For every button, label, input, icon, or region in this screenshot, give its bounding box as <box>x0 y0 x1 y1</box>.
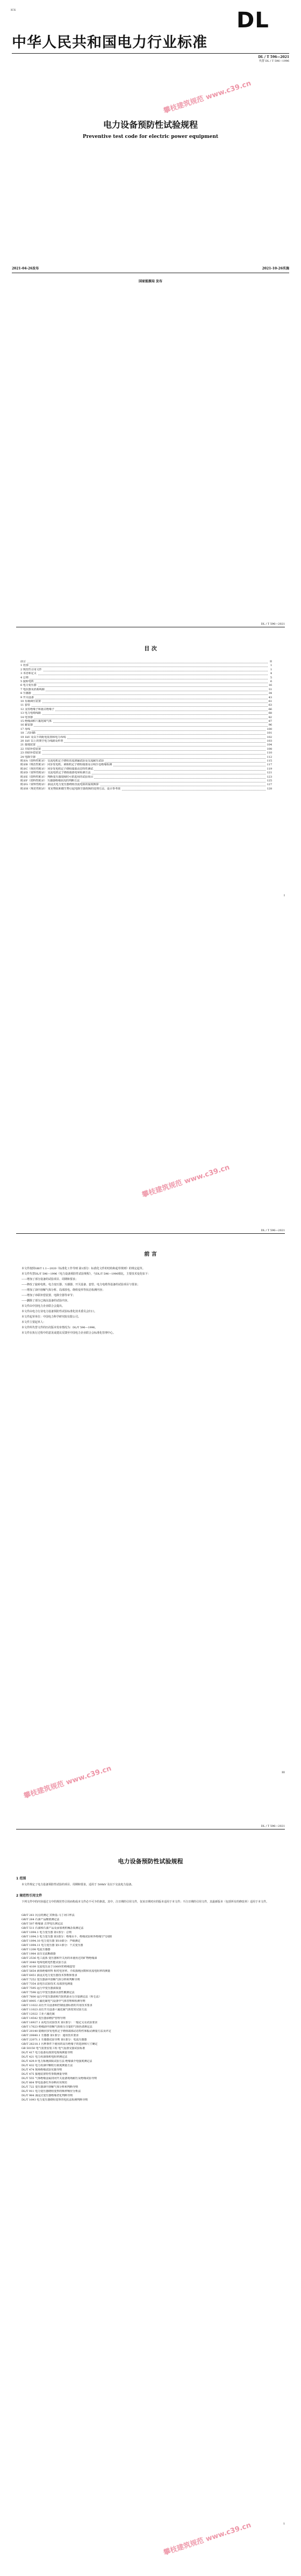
toc-leader <box>20 748 268 751</box>
toc-entry-label: 24 电除尘器 <box>20 755 35 759</box>
standard-code: DL / T 596—2021 <box>258 55 289 59</box>
running-header: DL / T 596—2021 <box>261 1825 285 1828</box>
toc-entry[interactable] <box>20 779 272 783</box>
toc-entry-label: 3 术语和定义 <box>20 672 37 676</box>
toc-entry-page: 1 <box>270 668 272 671</box>
toc-entry-label: 8 互感器 <box>20 692 31 696</box>
toc-entry-label: 12 支柱绝缘子和悬式绝缘子 <box>20 707 54 711</box>
toc-entry-page: 101 <box>267 731 272 735</box>
preface-paragraph: 本文件主要起草人： <box>22 1321 46 1324</box>
replaces-note: 代替 DL / T 596—1996 <box>259 60 289 63</box>
toc-entry-label: 17 母线 <box>20 727 30 731</box>
toc-entry-label: 21 接地装置 <box>20 743 35 747</box>
document-title-en: Preventive test code for electric power equipment <box>82 134 219 140</box>
toc-entry-page: 82 <box>268 715 272 719</box>
toc-entry[interactable] <box>20 723 272 727</box>
toc-entry-label: 6 电力变压器 <box>20 684 37 687</box>
toc-entry-label: 附录H（规范性附录） 常见物质和微生物引起电除尘器故障的处理方法、设计参考值 <box>20 787 120 791</box>
normative-reference-item: DL/T 722 变压器油中溶解气体分析和判断导则 <box>22 2085 78 2089</box>
toc-entry-page: 68 <box>268 712 272 715</box>
toc-entry[interactable] <box>20 676 272 680</box>
normative-reference-item: GB/T 26218.1 污秽条件下使用的高压绝缘子的选择和尺寸确定 <box>22 2043 98 2046</box>
toc-entry-page: 5 <box>270 676 272 679</box>
normative-reference-item: GB/T 1094.11 电力变压器 第11部分：干式变压器 <box>22 1944 83 1947</box>
preface-paragraph: ——增加了串联补偿装置、电除尘器等章节； <box>22 1294 76 1297</box>
normative-reference-item: DL/T 474 现场绝缘试验实施导则 <box>22 2068 62 2072</box>
cover-page <box>0 0 301 623</box>
toc-entry-label: 附录A（资料性附录） 交流电机定子绕组直流泄漏试验及交流耐压试验 <box>20 759 104 763</box>
toc-page <box>0 623 301 923</box>
toc-entry[interactable] <box>20 692 272 696</box>
toc-title: 目 次 <box>144 646 157 652</box>
toc-leader <box>20 723 268 727</box>
toc-entry-label: 附录B（规范性附录） 同步发电机、调相机定子绕组端部及引线手包绝缘检测 <box>20 763 112 767</box>
page-number: 1 <box>283 2522 285 2526</box>
normative-reference-item: GB/T 7354 高电压试验技术 局部放电测量 <box>22 1982 73 1986</box>
toc-leader <box>20 704 268 707</box>
toc-entry-page: 117 <box>267 763 272 767</box>
toc-entry-page: 43 <box>268 696 272 699</box>
toc-entry-page: 16 <box>268 684 272 687</box>
toc-entry-page: 96 <box>268 723 272 727</box>
document-title-cn: 电力设备预防性试验规程 <box>103 120 198 130</box>
toc-entry-page: 66 <box>268 707 272 711</box>
watermark: 攀枝建筑规范 www.c39.cn <box>162 79 253 115</box>
watermark: 攀枝建筑规范 www.c39.cn <box>162 2521 253 2557</box>
normative-reference-item: GB/T 22071.1 互感器试验导则 第1部分：电流互感器 <box>22 2038 87 2041</box>
normative-reference-item: GB/T 511 石油和石油产品及添加剂机械杂质测定法 <box>22 1927 84 1930</box>
preface-title: 前 言 <box>144 1252 157 1257</box>
section-1-heading: 1 范围 <box>16 1877 26 1880</box>
toc-entry-page: 34 <box>268 692 272 696</box>
running-header: DL / T 596—2021 <box>261 1229 285 1232</box>
toc-entry[interactable] <box>20 783 272 787</box>
toc-entry[interactable] <box>20 688 272 692</box>
toc-leader <box>20 716 268 719</box>
toc-entry-page: 121 <box>267 771 272 775</box>
toc-leader <box>20 660 268 663</box>
normative-reference-item: DL/T 1093 电力变压器绕组变形的电抗法检测判断导则 <box>22 2098 88 2102</box>
toc-leader <box>20 731 268 735</box>
toc-leader <box>20 684 268 687</box>
normative-reference-item: DL/T 429.9 电力系统油质试验方法 绝缘油介电强度测定法 <box>22 2060 92 2063</box>
preface-paragraph: 本文件代替DL/T 596—1996《电力设备预防性试验规程》，与DL/T 596—1996相比，主要技术变化如下： <box>22 1272 150 1276</box>
normative-reference-item: GB/T 7252 变压器油中溶解气体分析和判断导则 <box>22 1978 80 1981</box>
preface-paragraph: ——增加了油中溶解气体分析、局部放电、绕组变形等状态检测内容； <box>22 1289 105 1292</box>
normative-reference-item: GB/T 11022 高压开关设备和控制设备标准的共用技术要求 <box>22 2004 92 2007</box>
toc-leader <box>20 680 268 683</box>
toc-entry[interactable] <box>20 771 272 775</box>
normative-reference-item: DL/T 664 带电设备红外诊断应用规范 <box>22 2081 68 2084</box>
toc-leader <box>20 688 268 691</box>
toc-leader <box>20 756 268 759</box>
blank-page <box>0 923 301 1224</box>
toc-entry[interactable] <box>20 748 272 751</box>
implement-date: 2021-10-26实施 <box>262 267 289 270</box>
preface-paragraph: 本文件由电力行业电力设备预防性试验标准化技术委员会归口。 <box>22 1310 97 1313</box>
toc-entry-page: 127 <box>267 783 272 787</box>
preface-paragraph: ——修改了旋转电机、电力变压器、互感器、开关设备、套管、电力电缆等设备的试验项目与要求； <box>22 1283 140 1286</box>
toc-entry[interactable] <box>20 775 272 779</box>
normative-reference-item: GB/T 1208 电流互感器 <box>22 1948 51 1951</box>
normative-reference-item: GB/T 8905 六氟化硫电气设备中气体管理和检测导则 <box>22 2000 85 2003</box>
toc-entry-label: 22 并联补偿装置 <box>20 747 41 751</box>
normative-reference-item: DL/T 475 接地装置特性参数测量导则 <box>22 2073 68 2076</box>
toc-entry[interactable] <box>20 736 272 740</box>
toc-entry-page: 112 <box>267 755 272 759</box>
toc-entry-label: 1 范围 <box>20 664 28 668</box>
toc-entry[interactable] <box>20 756 272 759</box>
normative-reference-item: GB/T 7595 运行中变压器油质量 <box>22 1987 61 1990</box>
toc-entry[interactable] <box>20 700 272 704</box>
toc-entry-page: 103 <box>267 740 272 743</box>
normative-reference-item: GB/T 7598 运行中变压器油水溶性酸测定法 <box>22 1991 75 1994</box>
normative-reference-item: DL/T 421 电力用油体积电阻率测定法 <box>22 2055 68 2059</box>
toc-entry-label: 5 旋转电机 <box>20 680 34 683</box>
toc-entry-label: 附录D（资料性附录） 交流电机定子绕组端部电晕检测方法 <box>20 771 91 775</box>
running-header: DL / T 596—2021 <box>261 623 285 626</box>
toc-entry-page: 108 <box>267 747 272 751</box>
normative-reference-item: GB/T 1094.3 电力变压器 第3部分：绝缘水平、绝缘试验和外绝缘空气间隙 <box>22 1935 112 1938</box>
toc-entry[interactable] <box>20 696 272 700</box>
toc-entry-page: 119 <box>267 767 272 771</box>
toc-leader <box>20 696 268 699</box>
section-2-text: 下列文件中的内容通过文中的规范性引用而构成本文件必不可少的条款。其中，注日期的引用文件，仅该日期对应的版本适用于本文件；不注日期的引用文件，其最新版本（包括所有的修改单）适用于本文件。 <box>22 1900 269 1904</box>
preface-page <box>0 1224 301 1825</box>
toc-entry-page: 63 <box>268 704 272 707</box>
toc-entry[interactable] <box>20 728 272 731</box>
toc-entry[interactable] <box>20 740 272 743</box>
toc-entry-page: 31 <box>268 687 272 691</box>
toc-entry-label: 7 电抗器及消弧线圈 <box>20 687 45 691</box>
toc-entry-page: 6 <box>270 680 272 683</box>
toc-entry-page: 102 <box>267 735 272 739</box>
normative-reference-item: GB 50150 电气装置安装工程 电气设备交接试验标准 <box>22 2047 85 2050</box>
toc-entry[interactable] <box>20 684 272 687</box>
toc-entry-page: 123 <box>267 775 272 779</box>
toc-entry-page: 125 <box>267 779 272 782</box>
toc-entry[interactable] <box>20 680 272 684</box>
toc-entry-page: 1 <box>270 664 272 668</box>
normative-reference-item: DL/T 417 电力设备局部放电现场测量导则 <box>22 2051 73 2054</box>
watermark: 攀枝建筑规范 www.c39.cn <box>23 1764 113 1801</box>
toc-leader <box>20 728 268 731</box>
preface-paragraph: 本文件所代替文件的历次版本发布情况为：DL/T 596—1996。 <box>22 1326 98 1329</box>
standard-logo-letters: DL <box>236 8 269 33</box>
toc-entry[interactable] <box>20 759 272 763</box>
preface-paragraph: ——删除了部分已淘汰设备的试验内容。 <box>22 1299 70 1302</box>
toc-entry-page: 128 <box>267 787 272 791</box>
toc-entry-label: 10 有载调压装置 <box>20 700 41 703</box>
normative-reference-item: GB/T 11023 高压开关设备六氟化硫气体密封试验方法 <box>22 2008 87 2011</box>
normative-reference-item: DL/T 984 油浸式变压器绝缘老化判断导则 <box>22 2094 73 2097</box>
toc-entry-label: 19 1kV 及以下的配电装置和电力布线 <box>20 735 66 739</box>
normative-reference-item: GB/T 14542 变压器油维护管理导则 <box>22 2017 66 2020</box>
toc-entry[interactable] <box>20 731 272 735</box>
page-number: III <box>282 1771 285 1774</box>
normative-reference-item: GB/T 17623 绝缘油中溶解气体组分含量的气相色谱测定法 <box>22 2025 92 2029</box>
toc-entry[interactable] <box>20 751 272 755</box>
toc-entry-label: 23 串联补偿装置 <box>20 751 41 755</box>
normative-reference-item: GB/T 12022 工业六氟化硫 <box>22 2012 55 2016</box>
page-number: I <box>284 894 285 897</box>
toc-entry-page: 100 <box>267 727 272 731</box>
preface-paragraph: ——增加了部分设备的试验项目、周期和要求； <box>22 1278 78 1281</box>
toc-entry-label: 附录C（规范性附录） 同步发电机定子绕组端部动态特性测试 <box>20 767 94 771</box>
normative-reference-item: GB/T 20840.1 互感器 第1部分：通用技术要求 <box>22 2034 79 2037</box>
toc-entry-page: 87 <box>268 720 272 723</box>
toc-leader <box>20 708 268 711</box>
toc-entry-page: II <box>270 660 272 663</box>
watermark: 攀枝建筑规范 www.c39.cn <box>141 1163 231 1199</box>
normative-reference-item: GB/T 1094.10 电力变压器 第10部分：声级测定 <box>22 1940 81 1943</box>
preface-paragraph: 本文件由中国电力企业联合会提出。 <box>22 1305 65 1308</box>
toc-leader <box>20 700 268 703</box>
toc-entry[interactable] <box>20 664 272 668</box>
toc-entry[interactable] <box>20 743 272 747</box>
normative-reference-item: GB/T 5654 液体绝缘材料 相对电容率、介质损耗因数和直流电阻率的测量 <box>22 1970 111 1973</box>
normative-reference-item: GB/T 261 闪点的测定 宾斯基-马丁闭口杯法 <box>22 1914 75 1917</box>
toc-entry-label: 16 避雷器 <box>20 723 33 727</box>
toc-entry-label: 附录G（资料性附录） 油浸式电力变压器绕组直流电阻的温度换算 <box>20 783 99 787</box>
toc-leader <box>20 672 268 675</box>
preface-paragraph: 本文件按照GB/T 1.1—2020《标准化工作导则 第1部分：标准化文件的结构和起草规则》的规定起草。 <box>22 1267 145 1270</box>
toc-entry-label: 9 开关设备 <box>20 696 34 699</box>
toc-entry-label: 4 总则 <box>20 676 28 679</box>
normative-reference-item: GB/T 4109 交流电压高于1000V的绝缘套管 <box>22 1965 75 1968</box>
toc-entry-label: 前言 <box>20 660 26 663</box>
normative-reference-item: GB/T 16927.1 高电压试验技术 第1部分：一般定义及试验要求 <box>22 2021 98 2024</box>
main-title: 电力设备预防性试验规程 <box>118 1858 183 1865</box>
toc-entry[interactable] <box>20 704 272 707</box>
toc-entry-label: 14 电容器 <box>20 715 33 719</box>
preface-paragraph: 本文件在执行过程中的意见或建议反馈至中国电力企业联合会标准化管理中心。 <box>22 1331 116 1335</box>
ics-code: ICS <box>11 9 16 12</box>
toc-leader <box>20 676 268 679</box>
toc-entry[interactable] <box>20 767 272 771</box>
toc-entry[interactable] <box>20 787 272 791</box>
header-rule <box>12 53 289 54</box>
normative-reference-item: GB/T 1984 高压交流断路器 <box>22 1952 56 1956</box>
normative-reference-item: GB/T 507 绝缘油 击穿电压测定法 <box>22 1922 63 1926</box>
toc-entry-page: 61 <box>268 700 272 703</box>
toc-leader <box>20 743 268 747</box>
toc-entry-label: 13 电力电缆线路 <box>20 712 41 715</box>
section-2-heading: 2 规范性引用文件 <box>16 1894 42 1898</box>
normative-reference-item: GB/T 7600 运行中变压器油和汽轮机油水分含量测定法（库仑法） <box>22 1995 102 1999</box>
toc-entry-page: 104 <box>267 743 272 747</box>
toc-leader <box>20 668 268 671</box>
normative-reference-item: GB/T 1094.1 电力变压器 第1部分：总则 <box>22 1931 72 1934</box>
toc-entry-page: 4 <box>270 672 272 676</box>
toc-entry[interactable] <box>20 763 272 767</box>
toc-leader <box>20 664 268 667</box>
normative-reference-item: DL/T 432 电力用油中颗粒污染度测量方法 <box>22 2064 73 2067</box>
toc-entry[interactable] <box>20 672 272 676</box>
toc-entry[interactable] <box>20 668 272 672</box>
preface-paragraph: 本文件起草单位：中国电力科学研究院有限公司。 <box>22 1315 81 1319</box>
toc-entry-label: 20 1kV 以上的架空电力线路及杆塔 <box>20 740 63 743</box>
toc-entry-label: 15 绝缘油和六氟化硫气体 <box>20 720 52 723</box>
toc-entry-label: 2 规范性引用文件 <box>20 668 42 671</box>
normative-reference-item: GB/T 2536 电工流体 变压器和开关用的未使用过的矿物绝缘油 <box>22 1957 97 1960</box>
toc-entry[interactable] <box>20 660 272 664</box>
section-1-text: 本文件规定了电力设备预防性试验的项目、周期和要求，适用于 500kV 及以下交流电力设备。 <box>22 1883 134 1886</box>
normative-reference-item: GB/T 3048 电线电缆电性能试验方法 <box>22 1961 67 1964</box>
toc-entry-label: 18 二次回路 <box>20 731 35 735</box>
issuer: 国家能源局 发布 <box>138 280 163 283</box>
normative-reference-item: DL/T 911 电力变压器绕组变形的频率响应分析法 <box>22 2090 81 2093</box>
toc-leader <box>20 712 268 715</box>
normative-reference-item: DL/T 555 气体绝缘金属封闭开关设备现场耐压及绝缘试验导则 <box>22 2077 97 2080</box>
toc-entry[interactable] <box>20 708 272 712</box>
toc-entry-label: 附录E（资料性附录） 判断变压器故障时可供选用的试验项目 <box>20 775 94 779</box>
normative-reference-item: GB/T 6451 油浸式电力变压器技术参数和要求 <box>22 1974 77 1977</box>
publish-date: 2021-04-26发布 <box>12 267 39 270</box>
toc-entry-page: 110 <box>267 751 272 755</box>
toc-entry-page: 115 <box>267 759 272 763</box>
toc-entry-label: 11 套管 <box>20 704 30 707</box>
toc-leader <box>20 720 268 723</box>
toc-entry[interactable] <box>20 720 272 723</box>
toc-entry[interactable] <box>20 716 272 720</box>
body-page <box>0 1825 301 2576</box>
standard-header: 中华人民共和国电力行业标准 <box>12 34 207 51</box>
normative-reference-item: GB/T 20140 隐极同步发电机定子绕组端部动态特性和振动测量方法及评定 <box>22 2030 111 2033</box>
toc-leader <box>20 751 268 755</box>
toc-entry-label: 附录F（资料性附录） 互感器绝缘状况的判断方法 <box>20 779 80 782</box>
toc-entry[interactable] <box>20 712 272 715</box>
normative-reference-item: GB/T 264 石油产品酸值测定法 <box>22 1918 60 1921</box>
running-header-rule <box>16 1233 285 1234</box>
toc-leader <box>20 692 268 695</box>
